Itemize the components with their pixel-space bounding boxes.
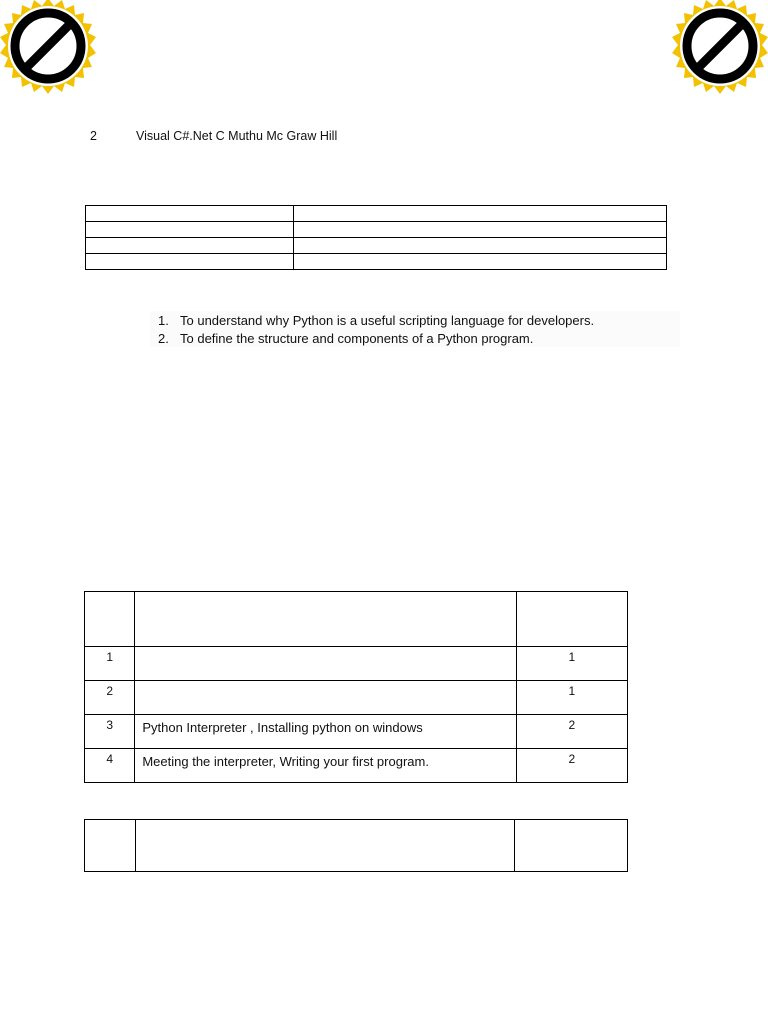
no-entry-icon (670, 0, 768, 96)
table-cell (86, 254, 294, 270)
row-hours: 1 (516, 681, 627, 715)
row-hours: 2 (516, 749, 627, 783)
table-cell (86, 222, 294, 238)
row-topic: Meeting the interpreter, Writing your first program. (135, 749, 516, 783)
header-cell (516, 592, 627, 647)
row-number: 3 (85, 715, 135, 749)
row-number: 4 (85, 749, 135, 783)
reference-text: Visual C#.Net C Muthu Mc Graw Hill (136, 129, 338, 143)
table-cell (294, 222, 667, 238)
header-cell (135, 592, 516, 647)
no-entry-icon (0, 0, 98, 96)
list-item-number: 2. (158, 331, 169, 346)
table-row (86, 238, 667, 254)
header-cell (136, 820, 515, 872)
row-hours: 1 (516, 647, 627, 681)
header-cell (85, 592, 135, 647)
list-item-number: 1. (158, 313, 169, 328)
header-cell (85, 820, 136, 872)
table-row (85, 749, 628, 783)
row-topic (135, 681, 516, 715)
table-row (86, 206, 667, 222)
table-cell (294, 206, 667, 222)
table-header-row (85, 592, 628, 647)
objectives-list (150, 311, 680, 347)
empty-info-table (85, 205, 667, 270)
row-number: 2 (85, 681, 135, 715)
table-row (85, 681, 628, 715)
table-row (85, 715, 628, 749)
table-row (86, 222, 667, 238)
row-topic (135, 647, 516, 681)
table-cell (294, 238, 667, 254)
table-row (86, 254, 667, 270)
list-item-text: To understand why Python is a useful scripting language for developers. (180, 313, 595, 328)
empty-units-table (84, 819, 628, 872)
table-cell (86, 206, 294, 222)
table-cell (86, 238, 294, 254)
reference-number: 2 (90, 129, 97, 143)
list-item-text: To define the structure and components of a Python program. (180, 331, 534, 346)
row-topic: Python Interpreter , Installing python on windows (135, 715, 516, 749)
header-cell (515, 820, 628, 872)
table-cell (294, 254, 667, 270)
units-table (84, 591, 628, 783)
table-row (85, 647, 628, 681)
list-item (158, 331, 533, 346)
table-header-row (85, 820, 628, 872)
row-number: 1 (85, 647, 135, 681)
row-hours: 2 (516, 715, 627, 749)
list-item (158, 313, 594, 328)
